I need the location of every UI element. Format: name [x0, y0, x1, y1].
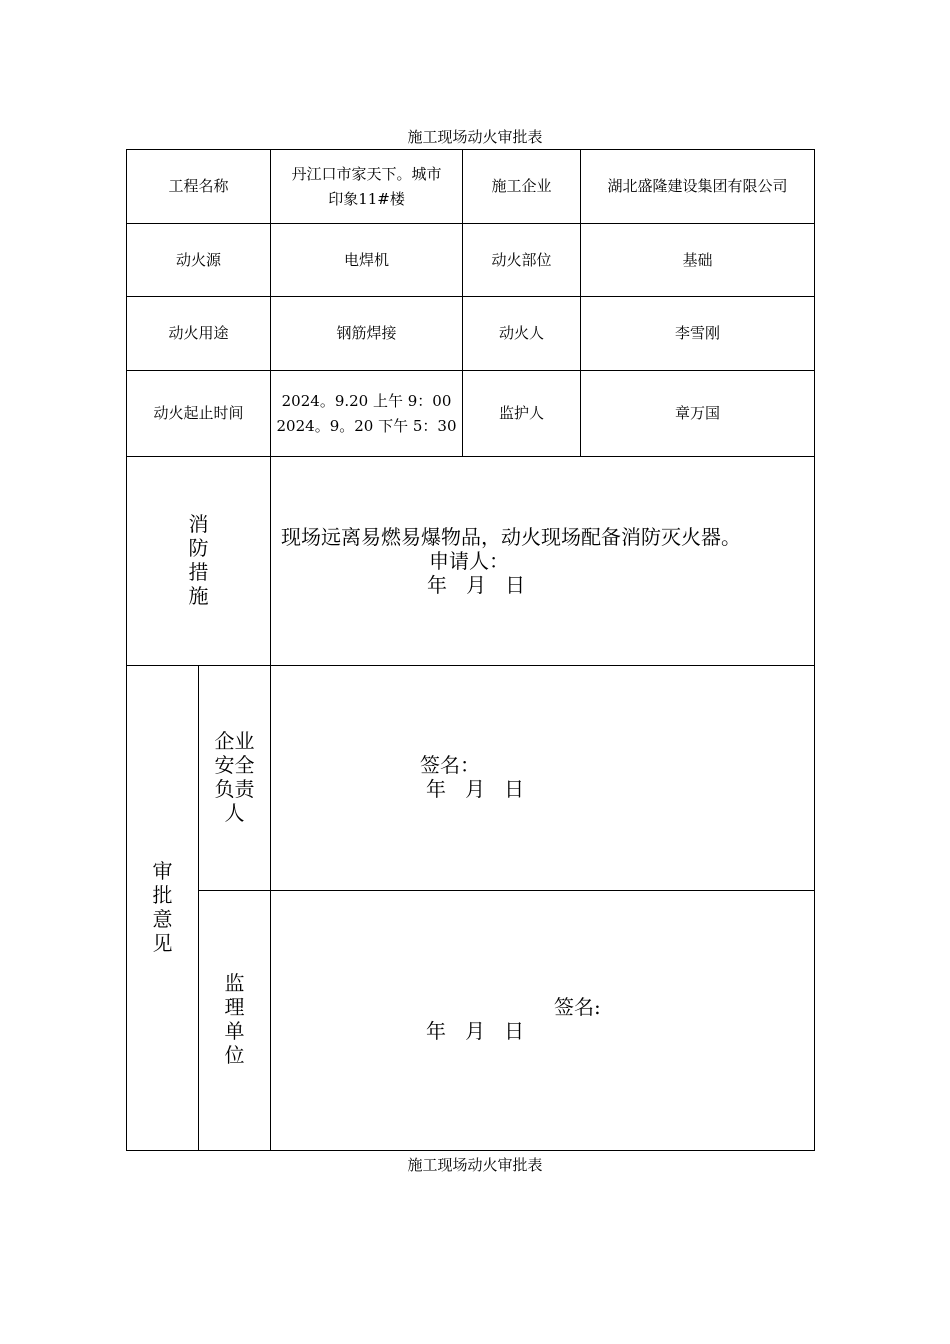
- fire-operator-value: 李雪刚: [581, 297, 815, 371]
- fire-purpose-label: 动火用途: [127, 297, 271, 371]
- fire-source-label: 动火源: [127, 224, 271, 297]
- measures-label: 消防措施: [188, 511, 209, 608]
- supervisor-sign-label: 签名:: [554, 995, 601, 1019]
- contractor-value: 湖北盛隆建设集团有限公司: [581, 150, 815, 224]
- fire-time-label: 动火起止时间: [127, 371, 271, 457]
- enterprise-date: 年 月 日: [426, 777, 525, 801]
- enterprise-sign-label: 签名：: [420, 753, 481, 777]
- fire-time-end: 2024。9。20 下午 5：30: [276, 416, 457, 435]
- measures-label-cell: [127, 457, 271, 666]
- enterprise-label: 企业安全负责人: [214, 728, 255, 825]
- measures-description: 现场远离易燃易爆物品，动火现场配备消防灭火器。: [281, 525, 742, 549]
- approval-label: 审批意见: [152, 858, 173, 955]
- enterprise-label-cell: [199, 666, 271, 891]
- guardian-label: 监护人: [463, 371, 581, 457]
- project-name-text: 丹江口市家天下。城市印象11#楼: [291, 164, 442, 208]
- supervisor-date: 年 月 日: [426, 1019, 525, 1043]
- enterprise-signature-area: [271, 666, 815, 891]
- measures-date: 年 月 日: [427, 573, 526, 597]
- fire-time-start: 2024。9.20 上午 9：00: [281, 391, 452, 410]
- form-title: 施工现场动火审批表: [407, 128, 543, 146]
- fire-permit-table: [126, 149, 815, 1151]
- contractor-label: 施工企业: [463, 150, 581, 224]
- applicant-label: 申请人：: [429, 549, 510, 573]
- measures-content: [271, 457, 815, 666]
- project-name-label: 工程名称: [127, 150, 271, 224]
- project-name-value: [271, 150, 463, 224]
- approval-label-cell: [127, 666, 199, 1151]
- supervisor-signature-area: [271, 891, 815, 1151]
- guardian-value: 章万国: [581, 371, 815, 457]
- measures-text: [271, 525, 814, 597]
- row-supervisor-approval: [127, 891, 815, 1151]
- supervisor-label: 监理单位: [224, 971, 245, 1067]
- row-fire-time: [127, 371, 815, 457]
- fire-purpose-value: 钢筋焊接: [271, 297, 463, 371]
- fire-location-label: 动火部位: [463, 224, 581, 297]
- fire-time-value: [271, 371, 463, 457]
- row-fire-purpose: [127, 297, 815, 371]
- fire-operator-label: 动火人: [463, 297, 581, 371]
- row-fire-source: [127, 224, 815, 297]
- row-project: [127, 150, 815, 224]
- row-enterprise-approval: [127, 666, 815, 891]
- form-footer-title: 施工现场动火审批表: [407, 1156, 543, 1174]
- row-measures: [127, 457, 815, 666]
- fire-source-value: 电焊机: [271, 224, 463, 297]
- supervisor-label-cell: [199, 891, 271, 1151]
- fire-location-value: 基础: [581, 224, 815, 297]
